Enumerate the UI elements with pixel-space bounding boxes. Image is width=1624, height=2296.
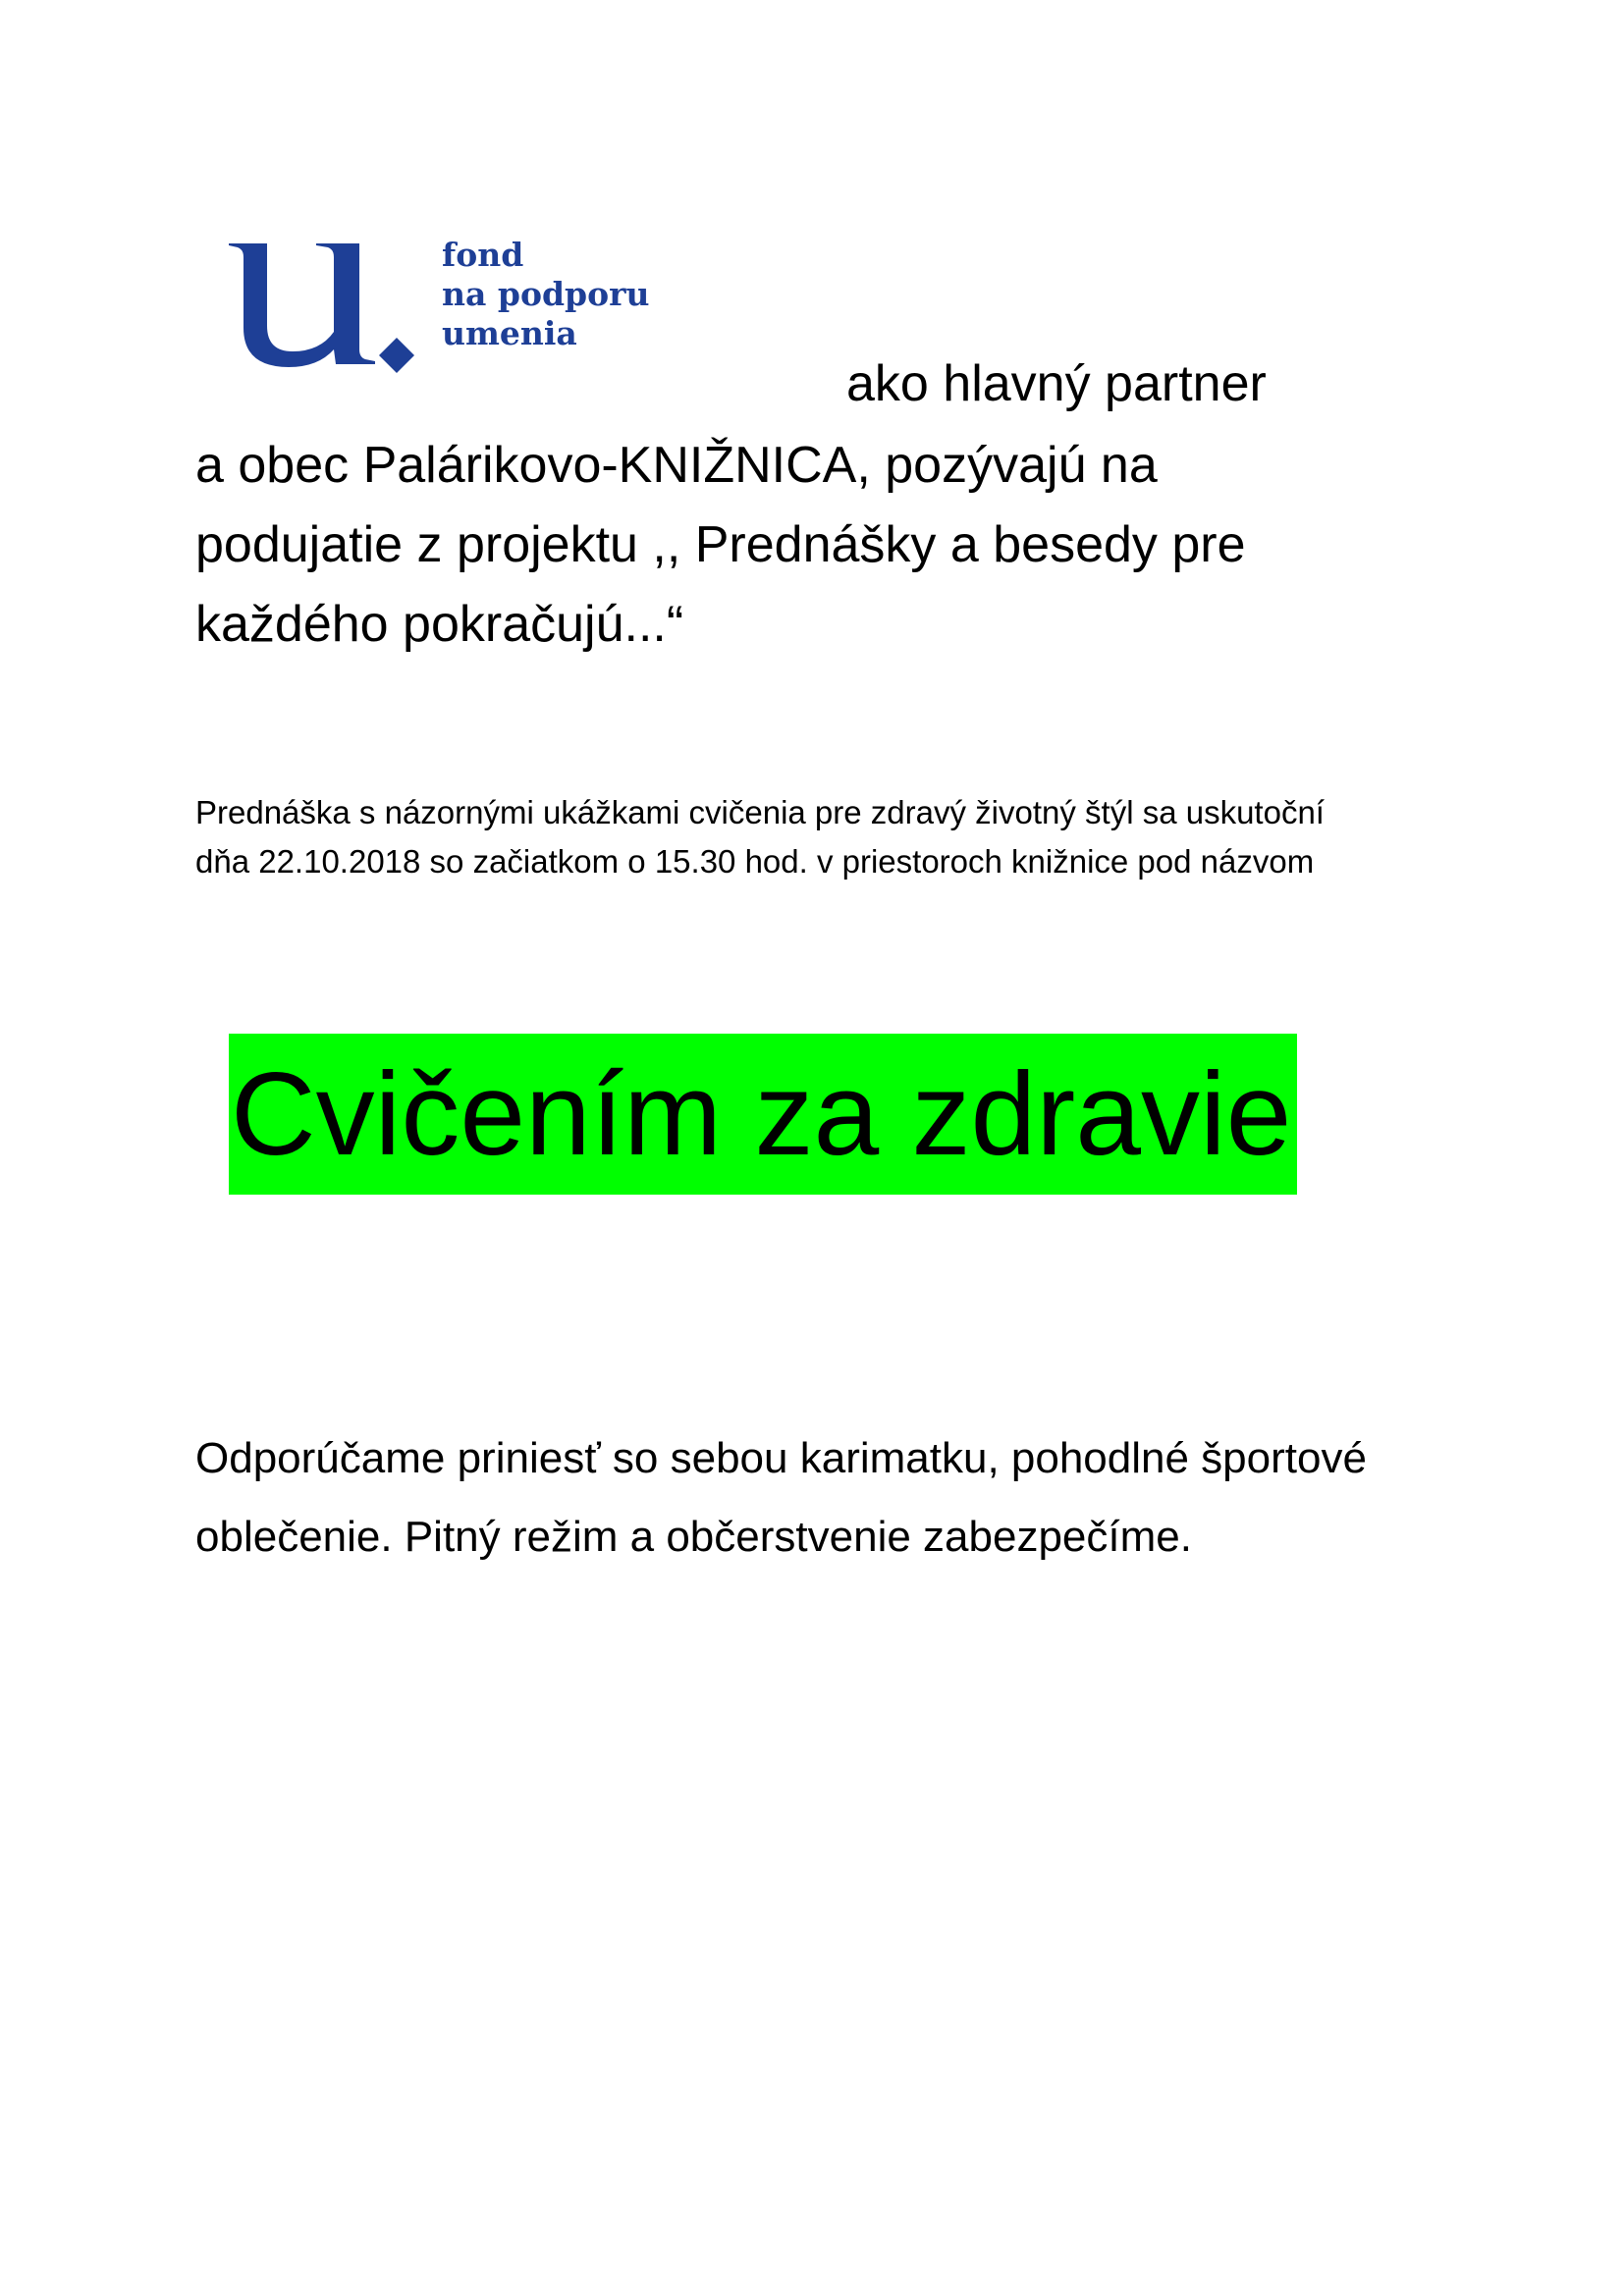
logo-text [442,236,650,353]
intro-line: každého pokračujú...“ [195,596,684,653]
note-line: oblečenie. Pitný režim a občerstvenie zabezpečíme. [195,1513,1192,1561]
intro-line: a obec Palárikovo-KNIŽNICA, pozývajú na [195,437,1158,494]
partner-line: ako hlavný partner [846,355,1267,412]
logo-line-na-podporu: na podporu [442,275,650,313]
intro-paragraph [195,426,1472,665]
details-line: Prednáška s názornými ukážkami cvičenia pre zdravý životný štýl sa uskutoční [195,794,1325,830]
note-line: Odporúčame priniesť so sebou karimatku, pohodlné športové [195,1434,1367,1482]
logo-line-fond: fond [442,236,524,274]
logo [226,236,658,373]
recommendation-note [195,1419,1570,1576]
event-title: Cvičením za zdravie [229,1034,1297,1195]
event-details [195,788,1521,886]
details-line: dňa 22.10.2018 so začiatkom o 15.30 hod. v priestoroch knižnice pod názvom [195,843,1315,880]
fpu-u-logo-icon [226,236,422,373]
intro-line: podujatie z projektu ,, Prednášky a besedy pre [195,516,1246,573]
logo-line-umenia: umenia [442,314,577,352]
